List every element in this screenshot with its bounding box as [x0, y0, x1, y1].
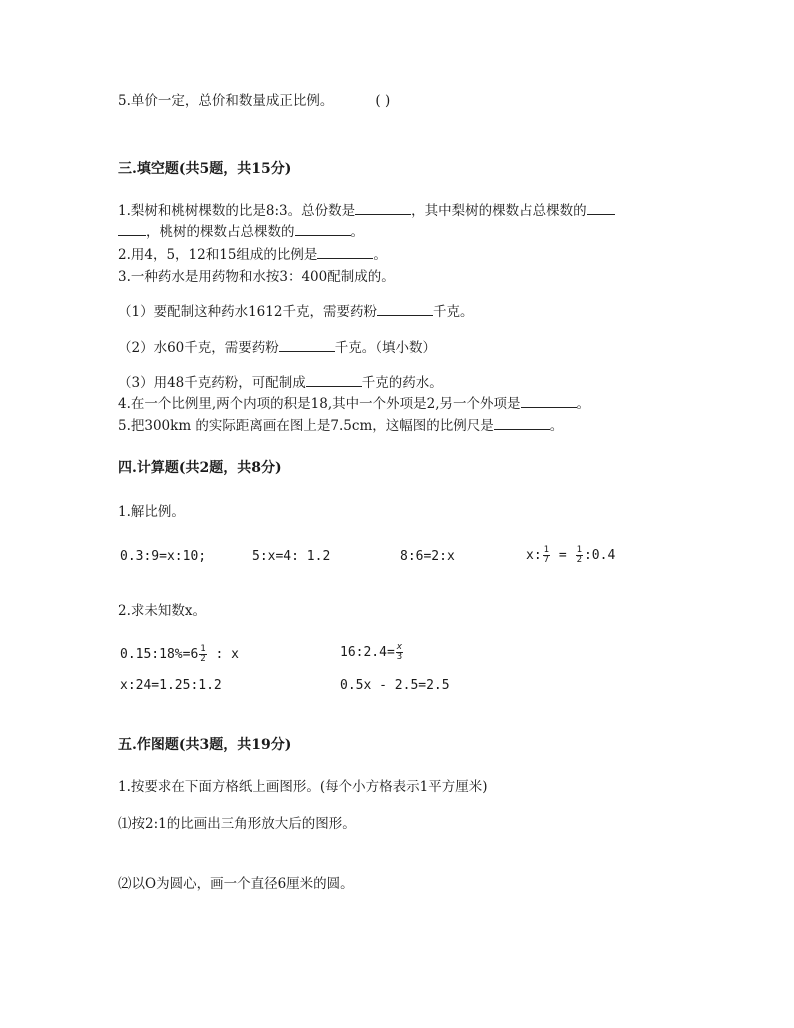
- text: :0.4: [583, 548, 616, 563]
- fill-question-3-part3: [118, 374, 443, 392]
- fraction: [543, 546, 550, 565]
- denominator: 7: [543, 555, 550, 565]
- text: 。: [549, 418, 564, 434]
- equation-3: 8:6=2:x: [400, 549, 455, 564]
- answer-blank[interactable]: [494, 417, 550, 430]
- drawing-question-1-part1: ⑴按2:1的比画出三角形放大后的图形。: [118, 816, 356, 832]
- text: 千克。: [432, 304, 474, 320]
- text: 。: [576, 396, 591, 412]
- text: 。: [373, 247, 387, 263]
- text: （2）水60千克，需要药粉: [118, 340, 279, 356]
- section-title-fill-blank: 三.填空题(共5题，共15分): [118, 161, 292, 177]
- fill-question-1-line2: [118, 223, 364, 241]
- text: 千克。（填小数）: [334, 340, 437, 356]
- fill-question-3-part2: [118, 339, 436, 357]
- denominator: 3: [396, 652, 403, 662]
- text: （3）用48千克药粉，可配制成: [118, 375, 306, 391]
- section-title-drawing: 五.作图题(共3题，共19分): [118, 737, 292, 753]
- equation-6: [340, 643, 404, 662]
- numerator: 1: [200, 644, 206, 654]
- fill-question-1-line1: [118, 202, 615, 220]
- section-title-calculation: 四.计算题(共2题，共8分): [118, 460, 282, 476]
- fill-question-5: [118, 417, 563, 435]
- text: （1）要配制这种药水1612千克，需要药粉: [118, 304, 377, 320]
- equation-4: [526, 546, 615, 565]
- fill-question-2: [118, 246, 387, 264]
- question-text: 5.单价一定，总价和数量成正比例。: [118, 93, 334, 109]
- calc-question-1: 1.解比例。: [118, 504, 185, 520]
- answer-blank[interactable]: [295, 223, 351, 236]
- text: ，其中梨树的棵数占总棵数的: [411, 203, 587, 219]
- equation-8: 0.5x - 2.5=2.5: [340, 678, 450, 693]
- fill-question-3: 3.一种药水是用药物和水按3：400配制成的。: [118, 269, 395, 285]
- text: 0.15:18%=6: [120, 647, 199, 662]
- answer-blank[interactable]: [355, 202, 411, 215]
- numerator: 1: [543, 545, 550, 555]
- equation-2: 5:x=4: 1.2: [252, 549, 331, 564]
- answer-blank[interactable]: [587, 202, 615, 215]
- calc-question-2: 2.求未知数x。: [118, 603, 206, 619]
- answer-blank[interactable]: [317, 246, 373, 259]
- drawing-question-1-part2: ⑵以O为圆心，画一个直径6厘米的圆。: [118, 876, 354, 892]
- text: x:: [526, 548, 542, 563]
- text: 16:2.4=: [340, 645, 395, 660]
- fraction: [396, 643, 403, 662]
- fraction: [576, 546, 583, 565]
- answer-blank[interactable]: [521, 395, 577, 408]
- text: 2.用4，5，12和15组成的比例是: [118, 247, 318, 263]
- answer-blank[interactable]: [279, 339, 335, 352]
- answer-parentheses: ( ): [375, 93, 391, 109]
- numerator: 1: [576, 545, 582, 555]
- text: 。: [350, 224, 364, 240]
- fraction: [199, 645, 206, 664]
- equation-1: 0.3:9=x:10;: [120, 549, 207, 564]
- text: 5.把300km 的实际距离画在图上是7.5cm，这幅图的比例尺是: [118, 418, 494, 434]
- denominator: 2: [200, 654, 206, 664]
- drawing-question-1: 1.按要求在下面方格纸上画图形。(每个小方格表示1平方厘米): [118, 779, 488, 795]
- answer-blank[interactable]: [306, 374, 362, 387]
- text: : x: [207, 647, 240, 662]
- equation-7: x:24=1.25:1.2: [120, 678, 222, 693]
- text: ，桃树的棵数占总棵数的: [146, 224, 295, 240]
- text: =: [551, 548, 575, 563]
- equation-5: [120, 645, 239, 664]
- text: 4.在一个比例里,两个内项的积是18,其中一个外项是2,另一个外项是: [118, 396, 521, 412]
- denominator: 2: [576, 555, 582, 565]
- text: 千克的药水。: [361, 375, 443, 391]
- judge-question-5: [118, 92, 390, 110]
- fill-question-3-part1: [118, 303, 473, 321]
- numerator: x: [396, 642, 403, 652]
- text: 1.梨树和桃树棵数的比是8:3。总份数是: [118, 203, 356, 219]
- fill-question-4: [118, 395, 590, 413]
- answer-blank[interactable]: [377, 303, 433, 316]
- answer-blank[interactable]: [118, 223, 146, 236]
